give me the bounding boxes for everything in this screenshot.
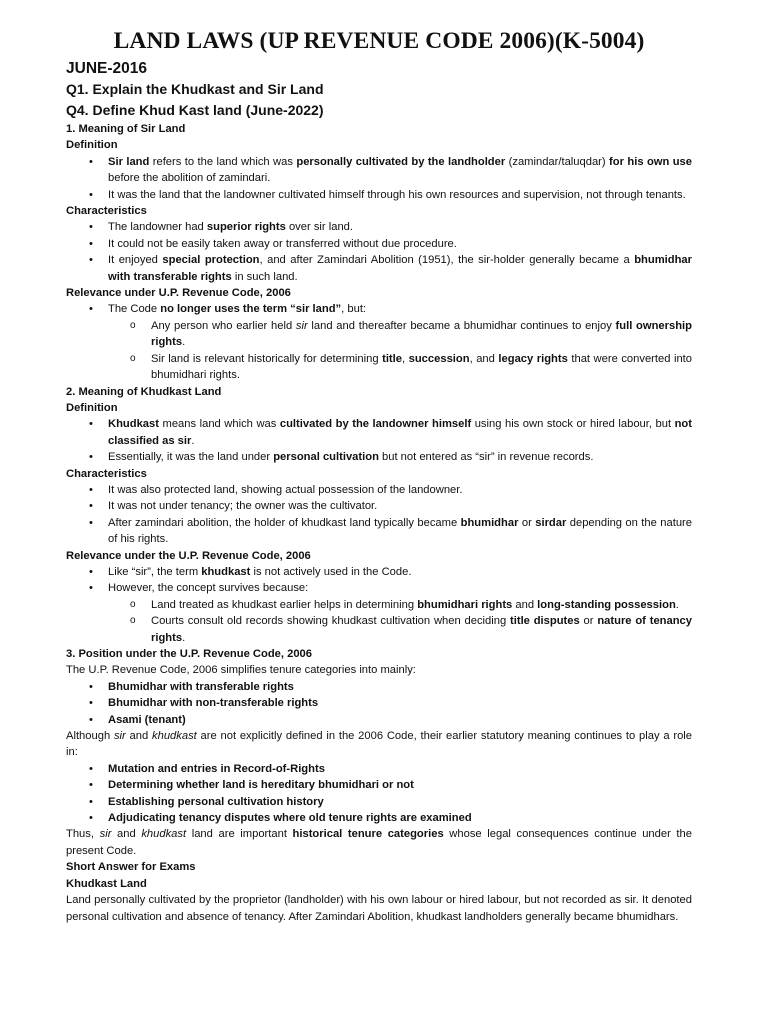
list-item: • It was also protected land, showing actual possession of the landowner. (66, 482, 692, 498)
question-1: Q1. Explain the Khudkast and Sir Land (66, 81, 324, 97)
list-item: • The landowner had superior rights over sir land. (66, 219, 692, 235)
list-item: • After zamindari abolition, the holder of khudkast land typically became bhumidhar or sirdar depending on the nature of his rights. (66, 515, 692, 548)
list-item: • Bhumidhar with transferable rights (66, 679, 692, 695)
list-item: • It enjoyed special protection, and after Zamindari Abolition (1951), the sir-holder generally became a bhumidhar with transferable rights in such land. (66, 252, 692, 285)
section-1-characteristics-list (66, 219, 692, 285)
short-answer-heading: Short Answer for Exams (66, 861, 196, 874)
sub-list-item: o Sir land is relevant historically for determining title, succession, and legacy rights that were converted into bhumidhari rights. (66, 351, 692, 384)
sub-list-item: o Courts consult old records showing khudkast cultivation when deciding title disputes or nature of tenancy rights. (66, 613, 692, 646)
list-item: • It was the land that the landowner cultivated himself through his own resources and supervision, not through tenants. (66, 187, 692, 203)
list-item: • It could not be easily taken away or transferred without due procedure. (66, 236, 692, 252)
session-heading: JUNE-2016 (66, 60, 147, 77)
list-item: • However, the concept survives because: (66, 580, 692, 596)
section-3-intro: The U.P. Revenue Code, 2006 simplifies tenure categories into mainly: (66, 664, 416, 677)
section-2-definition-list (66, 416, 692, 465)
section-2-relevance-list (66, 564, 692, 646)
list-item: • It was not under tenancy; the owner was the cultivator. (66, 498, 692, 514)
list-item: • Determining whether land is hereditary bhumidhari or not (66, 777, 692, 793)
list-item: • Adjudicating tenancy disputes where old tenure rights are examined (66, 810, 692, 826)
list-item: • Mutation and entries in Record-of-Rights (66, 761, 692, 777)
short-answer-subheading: Khudkast Land (66, 877, 147, 890)
section-1-definition-list (66, 154, 692, 203)
short-answer-text: Land personally cultivated by the proprietor (landholder) with his own labour or hired labour, but not recorded as sir. It denoted personal cultivation and absence of tenancy. After Zamindari Abolition, khudkast landholders generally became bhumidhars. (66, 894, 692, 923)
list-item: • Asami (tenant) (66, 712, 692, 728)
section-3-conclusion: Thus, sir and khudkast land are important historical tenure categories whose legal consequences continue under the present Code. (66, 828, 692, 857)
section-2-heading: 2. Meaning of Khudkast Land (66, 385, 222, 398)
section-2-characteristics-label: Characteristics (66, 467, 147, 480)
section-1-definition-label: Definition (66, 139, 118, 152)
list-item: • Bhumidhar with non-transferable rights (66, 695, 692, 711)
list-item: • Like “sir”, the term khudkast is not actively used in the Code. (66, 564, 692, 580)
section-1-characteristics-label: Characteristics (66, 205, 147, 218)
roles-list (66, 761, 692, 827)
tenure-categories-list (66, 679, 692, 728)
list-item: • Sir land refers to the land which was personally cultivated by the landholder (zamindar/taluqdar) for his own use before the abolition of zamindari. (66, 154, 692, 187)
section-1-relevance-list (66, 301, 692, 383)
section-2-relevance-label: Relevance under the U.P. Revenue Code, 2006 (66, 549, 311, 562)
section-3-heading: 3. Position under the U.P. Revenue Code, 2006 (66, 648, 312, 660)
document-title: LAND LAWS (UP REVENUE CODE 2006)(K-5004) (113, 28, 645, 54)
section-3-paragraph: Although sir and khudkast are not explicitly defined in the 2006 Code, their earlier statutory meaning continues to play a role in: (66, 730, 692, 759)
section-2-definition-label: Definition (66, 401, 118, 414)
section-1-relevance-label: Relevance under U.P. Revenue Code, 2006 (66, 287, 291, 300)
sub-list-item: o Any person who earlier held sir land and thereafter became a bhumidhar continues to enjoy full ownership rights. (66, 318, 692, 351)
list-item: • Establishing personal cultivation history (66, 794, 692, 810)
list-item: • Khudkast means land which was cultivated by the landowner himself using his own stock or hired labour, but not classified as sir. (66, 416, 692, 449)
list-item: • Essentially, it was the land under personal cultivation but not entered as “sir” in revenue records. (66, 449, 692, 465)
section-2-characteristics-list (66, 482, 692, 548)
sub-list-item: o Land treated as khudkast earlier helps in determining bhumidhari rights and long-standing possession. (66, 597, 692, 613)
question-4: Q4. Define Khud Kast land (June-2022) (66, 102, 324, 118)
section-1-heading: 1. Meaning of Sir Land (66, 123, 186, 135)
list-item: • The Code no longer uses the term “sir land”, but: (66, 301, 692, 317)
